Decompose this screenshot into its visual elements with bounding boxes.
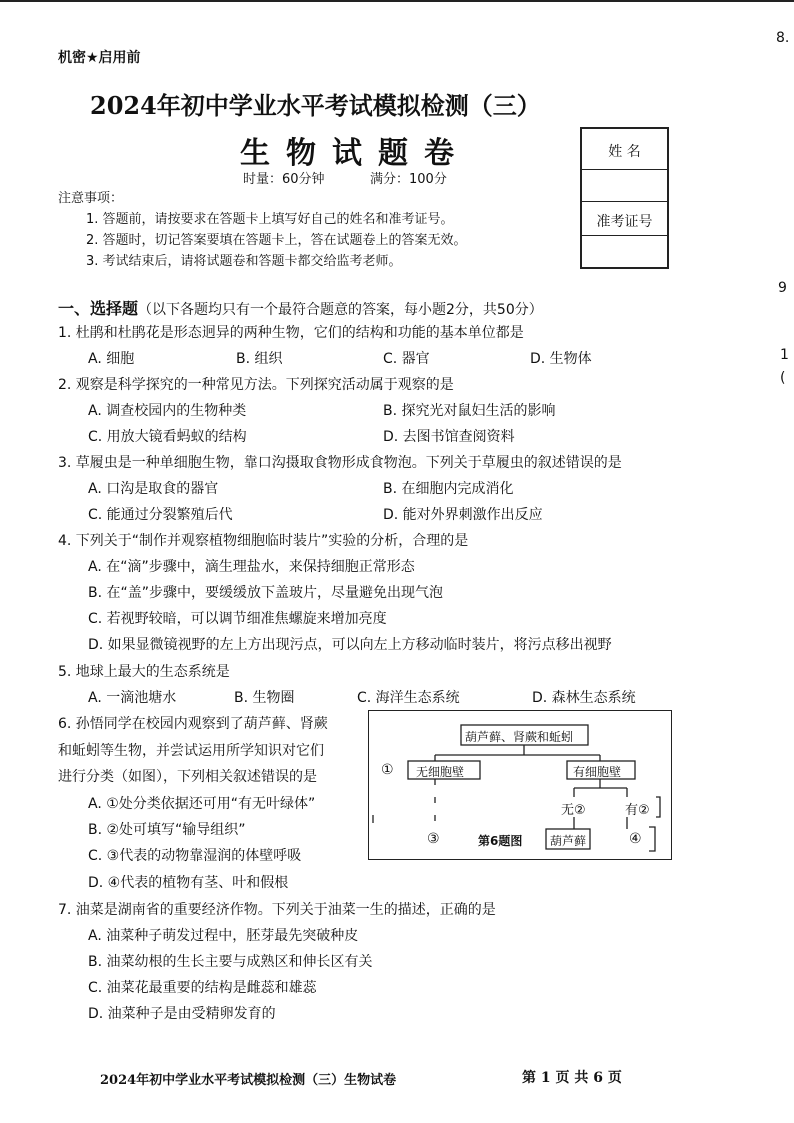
question-option: D. 去图书馆查阅资料: [383, 429, 515, 445]
diagram-marker-4: ④: [629, 831, 642, 847]
edge-mark: 1: [780, 347, 789, 363]
question-option: C. 若视野较暗，可以调节细准焦螺旋来增加亮度: [88, 611, 387, 627]
question-option: D. 如果显微镜视野的左上方出现污点，可以向左上方移动临时装片，将污点移出视野: [88, 637, 612, 653]
question-stem: 1. 杜鹃和杜鹃花是形态迥异的两种生物，它们的结构和功能的基本单位都是: [58, 325, 524, 341]
question-option: A. 细胞: [88, 351, 135, 367]
classification-diagram: [368, 710, 672, 860]
question-option: A. 在“滴”步骤中，滴生理盐水，来保持细胞正常形态: [88, 559, 415, 575]
diagram-without-2: 无②: [561, 803, 586, 818]
exam-title: 2024年初中学业水平考试模拟检测（三）: [90, 91, 541, 120]
exam-duration: 时量：60分钟: [243, 172, 325, 187]
question-option: D. 森林生态系统: [532, 690, 636, 706]
question-option: D. 油菜种子是由受精卵发育的: [88, 1006, 276, 1022]
question-option: A. 一滴池塘水: [88, 690, 177, 706]
question-stem: 4. 下列关于“制作并观察植物细胞临时装片”实验的分析，合理的是: [58, 533, 469, 549]
diagram-marker-1: ①: [381, 762, 394, 778]
question-option: B. 探究光对鼠妇生活的影响: [383, 403, 556, 419]
question-option: A. 调查校园内的生物种类: [88, 403, 247, 419]
question-option: C. 海洋生态系统: [357, 690, 460, 706]
question-option: B. 在细胞内完成消化: [383, 481, 514, 497]
question-option: B. ②处可填写“输导组织”: [88, 822, 246, 838]
section-heading: [58, 296, 543, 319]
question-option: B. 在“盖”步骤中，要缓缓放下盖玻片，尽量避免出现气泡: [88, 585, 444, 601]
notice-item: 1. 答题前，请按要求在答题卡上填写好自己的姓名和准考证号。: [86, 212, 454, 227]
name-label: 姓 名: [608, 144, 641, 160]
exam-id-label: 准考证号: [596, 214, 653, 230]
page-number: 第 1 页 共 6 页: [522, 1070, 622, 1086]
question-option: A. ①处分类依据还可用“有无叶绿体”: [88, 796, 316, 812]
edge-mark: 9: [778, 280, 787, 296]
question-stem: 2. 观察是科学探究的一种常见方法。下列探究活动属于观察的是: [58, 377, 454, 393]
footer-title: 2024年初中学业水平考试模拟检测（三）生物试卷: [100, 1073, 397, 1088]
question-stem: 7. 油菜是湖南省的重要经济作物。下列关于油菜一生的描述，正确的是: [58, 902, 496, 918]
question-option: B. 油菜幼根的生长主要与成熟区和伸长区有关: [88, 954, 373, 970]
diagram-caption: 第6题图: [478, 834, 523, 848]
diagram-no-cell-wall: 无细胞壁: [416, 765, 465, 779]
confidential-mark: 机密★启用前: [58, 50, 141, 66]
question-stem: 3. 草履虫是一种单细胞生物，靠口沟摄取食物形成食物泡。下列关于草履虫的叙述错误的是: [58, 455, 622, 471]
question-option: C. 器官: [383, 351, 430, 367]
diagram-has-cell-wall: 有细胞壁: [573, 765, 622, 779]
question-option: A. 口沟是取食的器官: [88, 481, 219, 497]
diagram-marker-3: ③: [427, 831, 440, 847]
section-title: 一、选择题: [58, 299, 139, 318]
question-stem: 进行分类（如图），下列相关叙述错误的是: [58, 769, 317, 785]
diagram-root-label: 葫芦藓、肾蕨和蚯蚓: [465, 730, 574, 744]
notice-title: 注意事项：: [58, 191, 124, 206]
edge-mark: (: [780, 370, 786, 386]
edge-mark: 8.: [776, 30, 790, 46]
question-stem: 6. 孙悟同学在校园内观察到了葫芦藓、肾蕨: [58, 716, 328, 732]
notice-item: 2. 答题时，切记答案要填在答题卡上，答在试题卷上的答案无效。: [86, 233, 467, 248]
full-score: 满分：100分: [370, 172, 447, 187]
question-option: B. 生物圈: [234, 690, 295, 706]
question-option: C. ③代表的动物靠湿润的体壁呼吸: [88, 848, 302, 864]
question-option: C. 用放大镜看蚂蚁的结构: [88, 429, 247, 445]
question-option: B. 组织: [236, 351, 283, 367]
paper-title: 生物试题卷: [240, 136, 470, 171]
question-option: D. 能对外界刺激作出反应: [383, 507, 543, 523]
question-option: C. 油菜花最重要的结构是雌蕊和雄蕊: [88, 980, 317, 996]
question-option: C. 能通过分裂繁殖后代: [88, 507, 233, 523]
question-option: A. 油菜种子萌发过程中，胚芽最先突破种皮: [88, 928, 359, 944]
notice-item: 3. 考试结束后，请将试题卷和答题卡都交给监考老师。: [86, 254, 402, 269]
candidate-info-box: [580, 127, 669, 269]
diagram-moss-label: 葫芦藓: [550, 834, 587, 848]
question-stem: 5. 地球上最大的生态系统是: [58, 664, 230, 680]
top-border-line: [0, 0, 794, 2]
section-description: （以下各题均只有一个最符合题意的答案，每小题2分，共50分）: [138, 302, 543, 318]
question-stem: 和蚯蚓等生物，并尝试运用所学知识对它们: [58, 743, 324, 759]
diagram-with-2: 有②: [625, 803, 650, 818]
question-option: D. 生物体: [530, 351, 592, 367]
question-option: D. ④代表的植物有茎、叶和假根: [88, 875, 289, 891]
